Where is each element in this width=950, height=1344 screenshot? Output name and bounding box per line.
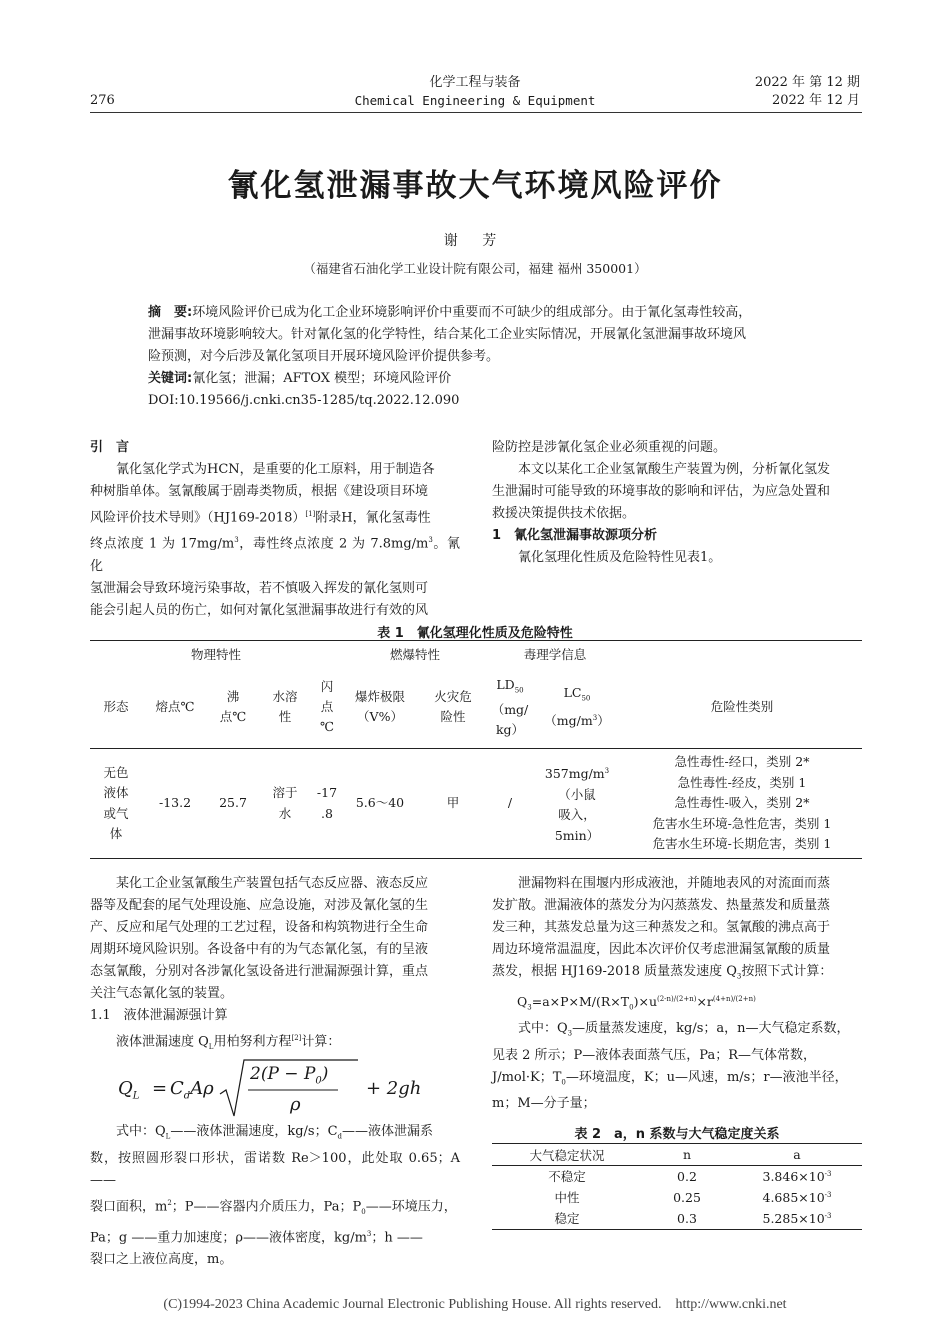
abstract-line: 环境风险评价已成为化工企业环境影响评价中重要而不可缺少的组成部分。由于氰化氢毒性较高， [192,305,752,320]
text-line: 蒸发，根据 HJ169-2018 质量蒸发速度 $Q_3$按照下式计算： [492,964,833,981]
section-heading-intro: 引 言 [90,440,130,455]
cell-solubility: 溶于 水 [272,785,298,821]
cell-hazards: 急性毒性-经口，类别 2* 急性毒性-经皮，类别 1 急性毒性-吸入，类别 2* 危害水生环境-急性危害，类别 1 危害水生环境-长期危害，类别 1 [652,754,832,852]
column-header: 形态 [103,699,129,715]
group-header-combustion: 燃爆特性 [389,646,440,662]
text-line: 周边环境常温温度，因此本次评价仅考虑泄漏氢氰酸的质量 [492,942,831,957]
text-line: Pa；g ——重力加速度；ρ——液体密度，$kg/m^3$；h —— [90,1229,423,1245]
text-line: 器等及配套的尾气处理设施、应急设施，对涉及氰化氢的生 [90,898,429,913]
intro-right-column [492,437,862,569]
text-line: 风险评价技术导则》（HJ169-2018）[1]附录H，氰化氢毒性 [90,510,431,526]
column-header: 水溶 性 [272,689,298,725]
text-line: 发扩散。泄漏液体的蒸发分为闪蒸蒸发、热量蒸发和质量蒸 [492,898,831,913]
table2-caption: 表 2 a，n 系数与大气稳定度关系 [574,1127,780,1142]
column-header: 大气稳定状况 [529,1147,605,1163]
text-line: 氢泄漏会导致环境污染事故，若不慎吸入挥发的氰化氢则可 [90,580,429,596]
abstract-line: 险预测，对今后涉及氰化氢项目开展环境风险评价提供参考。 [148,349,500,364]
cell-explosion: 5.6～40 [355,795,405,811]
text-line: 泄漏物料在围堰内形成液池，并随地表风的对流面而蒸 [518,876,831,891]
cell-melting: -13.2 [158,795,192,811]
cell-fire: 甲 [446,795,460,811]
table2 [492,1143,862,1230]
header-rule [90,112,862,113]
column-header: 闪 点 ℃ [320,679,334,735]
text-line: 救援决策提供技术依据。 [492,506,636,521]
group-header-physical: 物理特性 [190,646,241,662]
text-line: 产、反应和尾气处理的工艺过程，设备和构筑物进行全生命 [90,920,429,935]
keywords: 氰化氢；泄漏；AFTOX 模型；环境风险评价 [192,371,452,386]
table1 [90,640,862,859]
group-header-toxicology: 毒理学信息 [523,646,587,662]
text-line: 某化工企业氢氰酸生产装置包括气态反应器、液态反应 [116,876,429,891]
text-line: 式中：$Q_3—$质量蒸发速度，kg/s；a，n—大气稳定系数， [518,1021,850,1038]
cell-flash: -17 .8 [316,785,338,821]
text-line: 发三种，其蒸发总量为这三种蒸发之和。氢氰酸的沸点高于 [492,920,831,935]
body-right-column [492,873,862,1115]
cell-boiling: 25.7 [219,795,247,811]
column-header: $LD_{50}$ （mg/ kg） [491,676,529,737]
text-line: 能会引起人员的伤亡，如何对氰化氢泄漏事故进行有效的风 [90,602,429,618]
author: 谢 芳 [443,233,507,249]
column-header: $LC_{50}$ $(mg/m^3)$ [544,684,610,729]
affiliation: （福建省石油化学工业设计院有限公司，福建 福州 350001） [303,261,647,276]
citation[interactable]: [1] [305,510,316,518]
text-line: 终点浓度 1 为 $17mg/m^3$，毒性终点浓度 2 为 $7.8mg/m^3$。氰化 [90,536,460,574]
table1-caption: 表 1 氰化氢理化性质及危险特性 [377,626,573,641]
column-header: 爆炸极限 （V%） [354,689,405,725]
citation[interactable]: [2] [291,1034,302,1042]
text-line: 见表 2 所示；P—液体表面蒸气压，Pa；R—气体常数， [492,1047,816,1063]
keywords-label: 关键词: [148,371,193,386]
text-line: J/mol·K；$T_0—$环境温度，K；u—风速，m/s；r—液池半径， [492,1069,848,1087]
cell-form: 无色 液体 或气 体 [103,764,129,841]
body-left-column [90,873,460,1058]
copyright-footer: (C)1994-2023 China Academic Journal Electronic Publishing House. All rights reserved. http://www.cnki.net [163,1297,787,1312]
text-line: 液体泄漏速度 $Q_L$用柏努利方程[2]计算： [116,1034,341,1051]
bernoulli-equation: $Q_L$ = $C_dA\rho$ $2(P - P_0)$ ρ + 2gh [118,1060,458,1122]
column-header: 危险性类别 [710,699,774,715]
text-line: 裂口之上液位高度，m。 [90,1251,233,1267]
table-row: 不稳定 0.2 $3.846\times 10^{-3}$ [548,1168,832,1185]
text-line: 生泄漏时可能导致的环境事故的影响和评估，为应急处置和 [492,484,831,499]
table-row: 稳定 0.3 $5.285\times 10^{-3}$ [554,1210,832,1227]
section-heading-1: 1 氰化氢泄漏事故源项分析 [492,528,658,543]
doi: DOI:10.19566/j.cnki.cn35-1285/tq.2022.12.090 [148,393,460,408]
cell-ld50: / [507,795,513,811]
text-line: 裂口面积，$m^2$；P——容器内介质压力，Pa；$P_0——$环境压力， [90,1198,457,1216]
equation-description [90,1121,460,1271]
column-header: 火灾危 险性 [434,689,472,725]
table-row [90,749,862,859]
text-line: 数，按照圆形裂口形状，雷诺数 Re＞100，此处取 0.65；A—— [90,1150,460,1188]
abstract-label: 摘 要: [148,305,193,320]
column-header: a [793,1147,801,1162]
text-line: 种树脂单体。氢氰酸属于剧毒类物质，根据《建设项目环境 [90,484,429,499]
intro-left-column [90,437,460,622]
column-header: 沸 点℃ [219,689,247,725]
text-line: 本文以某化工企业氢氰酸生产装置为例，分析氰化氢发 [518,462,831,477]
text-line: 态氢氰酸，分别对各涉氰化氢设备进行泄漏源强计算，重点 [90,964,429,979]
journal-title-cn: 化学工程与装备 [429,75,521,90]
cell-lc50: $357mg/m^3$ （小鼠 吸入， 5min） [544,766,610,843]
column-header: n [682,1147,692,1162]
journal-title-en: Chemical Engineering & Equipment [354,93,596,108]
text-line: 险防控是涉氰化氢企业必须重视的问题。 [492,440,727,455]
text-line: 式中：$Q_L——$液体泄漏速度，kg/s；$C_d——$液体泄漏系 [116,1124,434,1141]
text-line: m；M—分子量； [492,1096,596,1112]
page-number: 276 [90,93,115,108]
issue-number: 2022 年 第 12 期 [754,75,860,90]
text-line: 周期环境风险识别。各设备中有的为气态氰化氢，有的呈液 [90,942,429,957]
text-line: 氰化氢化学式为HCN，是重要的化工原料，用于制造各 [116,462,435,477]
abstract [148,302,810,412]
abstract-line: 泄漏事故环境影响较大。针对氰化氢的化学特性，结合某化工企业实际情况，开展氰化氢泄漏事故环境风 [148,327,747,342]
issue-date: 2022 年 12 月 [771,93,860,108]
column-header: 熔点℃ [155,699,195,715]
text-line: 氰化氢理化性质及危险特性见表1。 [518,550,722,565]
evaporation-formula: $Q_3=a\times P\times M/(R\times T_0)\times u^{(2-n)/(2+n)}\times r^{(4+n)/(2+n)}$ [517,993,756,1012]
article-title: 氰化氢泄漏事故大气环境风险评价 [227,168,723,204]
text-line: 关注气态氰化氢的装置。 [90,986,234,1001]
table-row: 中性 0.25 $4.685\times 10^{-3}$ [554,1189,832,1205]
subsection-heading: 1.1 液体泄漏源强计算 [90,1008,228,1023]
